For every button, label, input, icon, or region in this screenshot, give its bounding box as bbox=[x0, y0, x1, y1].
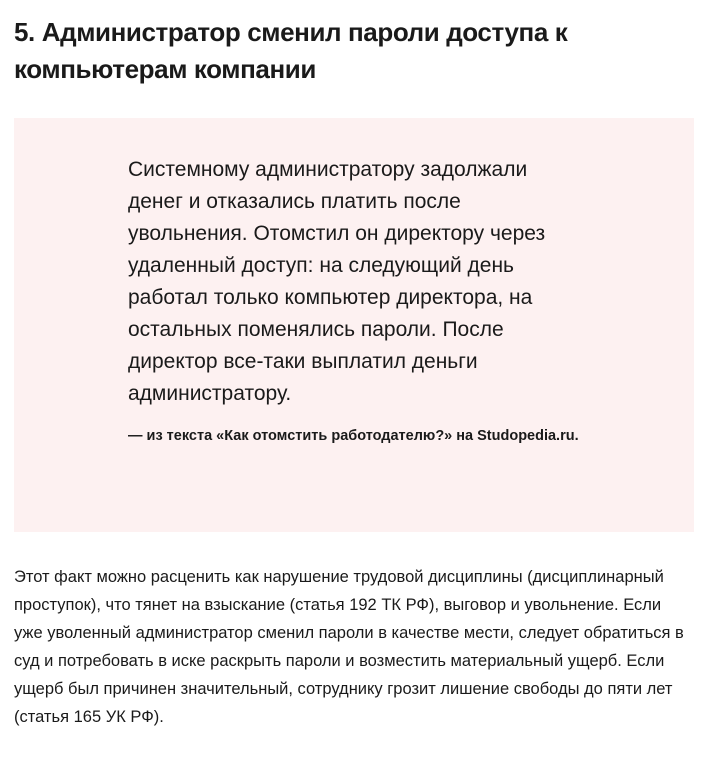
body-paragraph: Этот факт можно расценить как нарушение трудовой дисциплины (дисциплинарный проступок), что тянет на взыскание (статья 192 ТК РФ), выговор и увольнение. Если уже уволенный администратор сменил пароли в качестве мести, следует обратиться в суд и потребовать в иске раскрыть пароли и возместить материальный ущерб. Если ущерб был причинен значительный, сотруднику грозит лишение свободы до пяти лет (статья 165 УК РФ). bbox=[14, 568, 684, 726]
quote-text: Системному администратору задолжали денег и отказались платить после увольнения. Отомстил он директору через удаленный доступ: на следующий день работал только компьютер директора, на остальных поменялись пароли. После директор все-таки выплатил деньги администратору. bbox=[128, 158, 546, 405]
article bbox=[14, 0, 694, 731]
section-heading: 5. Администратор сменил пароли доступа к компьютерам компании bbox=[14, 17, 568, 84]
quote-source: — из текста «Как отомстить работодателю?» на Studopedia.ru. bbox=[128, 428, 579, 444]
quote-block bbox=[14, 118, 694, 532]
